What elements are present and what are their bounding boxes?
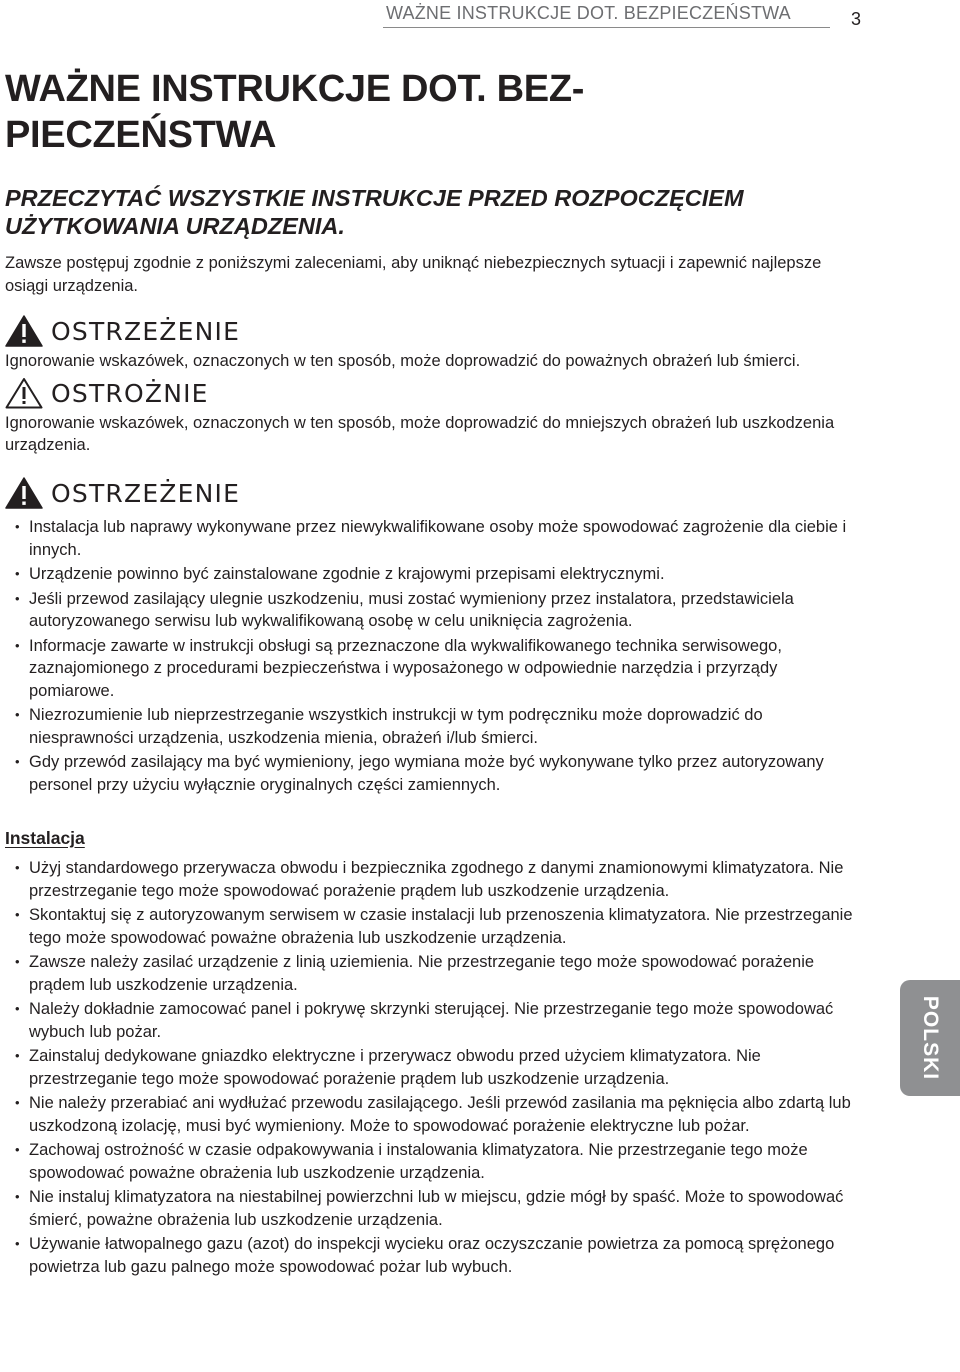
list-item: • Nie instaluj klimatyzatora na niestabilnej powierzchni lub w miejscu, gdzie mógł by spaść. Może to spowodować śmierć, poważne obrażenia lub uszkodzenie urządzenia. — [5, 1186, 865, 1231]
list-item: • Jeśli przewod zasilający ulegnie uszkodzeniu, musi zostać wymieniony przez instalatora, przedstawiciela autoryzowanego serwisu lub wykwalifikowaną osobę w celu uniknięcia zagrożenia. — [5, 588, 865, 633]
warning-triangle-icon — [5, 477, 43, 509]
list-item: • Skontaktuj się z autoryzowanym serwisem w czasie instalacji lub przenoszenia klimatyzatora. Nie przestrzeganie tego może spowodować poważne obrażenia lub uszkodzenie urządzenia. — [5, 904, 865, 949]
warning-definition-title: OSTRZEŻENIE — [51, 316, 241, 346]
page-header — [0, 0, 960, 40]
list-item: • Gdy przewód zasilający ma być wymieniony, jego wymiana może być wykonywane tylko przez autoryzowany personel przy użyciu wyłącznie oryginalnych części zamiennych. — [5, 751, 865, 796]
page-content — [5, 66, 865, 1280]
caution-definition-text: Ignorowanie wskazówek, oznaczonych w ten sposób, może doprowadzić do mniejszych obrażeń lub uszkodzenia urządzenia. — [5, 414, 835, 454]
list-item: • Zainstaluj dedykowane gniazdko elektryczne i przerywacz obwodu przed użyciem klimatyzatora. Nie przestrzeganie tego może spowodować porażenie prądem lub uszkodzenie urządzenia. — [5, 1045, 865, 1090]
language-tab — [900, 980, 960, 1096]
language-tab-label: POLSKI — [919, 995, 942, 1081]
list-item: • Zachowaj ostrożność w czasie odpakowywania i instalowania klimatyzatora. Nie przestrzeganie tego może spowodować poważne obrażenia lub uszkodzenie urządzenia. — [5, 1139, 865, 1184]
warning-definition-text: Ignorowanie wskazówek, oznaczonych w ten sposób, może doprowadzić do poważnych obrażeń lub śmierci. — [5, 352, 801, 370]
warning-section-title: OSTRZEŻENIE — [51, 478, 241, 508]
list-item: • Należy dokładnie zamocować panel i pokrywę skrzynki sterującej. Nie przestrzeganie tego może spowodować wybuch lub pożar. — [5, 998, 865, 1043]
list-item: • Używanie łatwopalnego gazu (azot) do inspekcji wycieku oraz oczyszczanie powietrza za pomocą sprężonego powietrza lub gazu palnego może spowodować pożar lub wybuch. — [5, 1233, 865, 1278]
list-item: • Informacje zawarte w instrukcji obsługi są przeznaczone dla wykwalifikowanego technika serwisowego, zaznajomionego z procedurami bezpieczeństwa i wyposażonego w odpowiednie narzędzia i przyrządy pomiarowe. — [5, 635, 865, 703]
installation-list — [5, 857, 865, 1278]
page-title: WAŻNE INSTRUKCJE DOT. BEZ-PIECZEŃSTWA — [5, 68, 585, 156]
warning-section-heading — [5, 476, 865, 510]
caution-definition-title: OSTROŻNIE — [51, 378, 209, 408]
page-number: 3 — [851, 9, 862, 29]
header-rule — [383, 27, 830, 28]
warning-list — [5, 516, 865, 796]
intro-text: Zawsze postępuj zgodnie z poniższymi zaleceniami, aby uniknąć niebezpiecznych sytuacji i zapewnić najlepsze osiągi urządzenia. — [5, 254, 822, 295]
list-item: • Urządzenie powinno być zainstalowane zgodnie z krajowymi przepisami elektrycznymi. — [5, 563, 865, 586]
caution-triangle-icon — [5, 377, 43, 409]
page-subtitle: PRZECZYTAĆ WSZYSTKIE INSTRUKCJE PRZED ROZPOCZĘCIEM UŻYTKOWANIA URZĄDZENIA. — [5, 185, 744, 239]
list-item: • Użyj standardowego przerywacza obwodu i bezpiecznika zgodnego z danymi znamionowymi klimatyzatora. Nie przestrzeganie tego może spowodować porażenie prądem lub uszkodzenie urządzenia. — [5, 857, 865, 902]
list-item: • Zawsze należy zasilać urządzenie z linią uziemienia. Nie przestrzeganie tego może spowodować porażenie prądem lub uszkodzenie urządzenia. — [5, 951, 865, 996]
list-item: • Nie należy przerabiać ani wydłużać przewodu zasilającego. Jeśli przewód zasilania ma pęknięcia albo zdartą lub uszkodzoną izolację, musi być wymieniony. Może to spowodować porażenie elektryczne lub pożar. — [5, 1092, 865, 1137]
list-item: • Niezrozumienie lub nieprzestrzeganie wszystkich instrukcji w tym podręczniku może doprowadzić do niesprawności urządzenia, uszkodzenia mienia, obrażeń i/lub śmierci. — [5, 704, 865, 749]
installation-heading: Instalacja — [5, 828, 85, 848]
header-title: WAŻNE INSTRUKCJE DOT. BEZPIECZEŃSTWA — [386, 3, 791, 23]
list-item: • Instalacja lub naprawy wykonywane przez niewykwalifikowane osoby może spowodować zagrożenie dla ciebie i innych. — [5, 516, 865, 561]
warning-definition-heading — [5, 314, 865, 348]
caution-definition-heading — [5, 376, 865, 410]
warning-triangle-icon — [5, 315, 43, 347]
